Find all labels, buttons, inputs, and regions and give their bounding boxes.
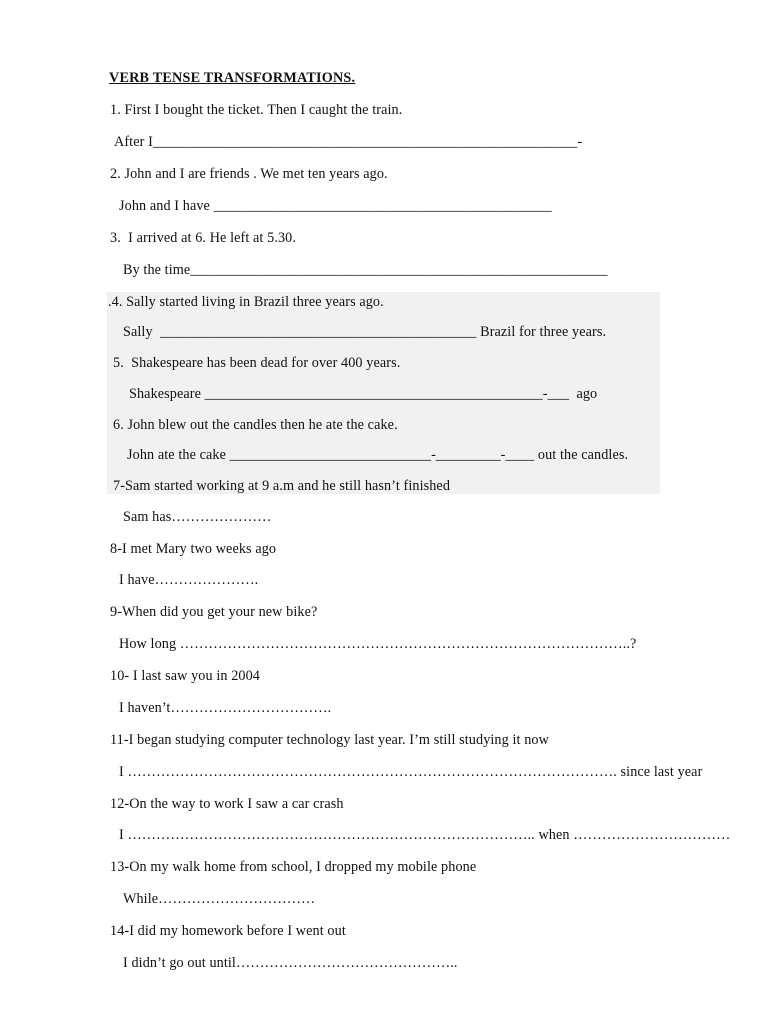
answer-line-14: I didn’t go out until……………………………………….. xyxy=(123,955,458,971)
question-4: .4. Sally started living in Brazil three years ago. xyxy=(108,294,384,310)
answer-line-6: John ate the cake ____________________________-_________-____ out the candles. xyxy=(127,447,629,463)
question-5: 5. Shakespeare has been dead for over 400 years. xyxy=(113,355,401,371)
question-7: 7-Sam started working at 9 a.m and he still hasn’t finished xyxy=(113,478,451,494)
answer-line-4: Sally ____________________________________________ Brazil for three years. xyxy=(123,324,607,340)
answer-line-1: After I___________________________________________________________- xyxy=(114,134,583,150)
answer-line-2: John and I have _______________________________________________ xyxy=(119,198,552,214)
question-12: 12-On the way to work I saw a car crash xyxy=(110,796,344,812)
question-10: 10- I last saw you in 2004 xyxy=(110,668,260,684)
question-6: 6. John blew out the candles then he ate the cake. xyxy=(113,417,398,433)
answer-line-10: I haven’t……………………………. xyxy=(119,700,332,716)
answer-line-11: I …………………………………………………………………………………………. since last year xyxy=(119,764,703,780)
worksheet-title: VERB TENSE TRANSFORMATIONS. xyxy=(109,70,356,86)
question-2: 2. John and I are friends . We met ten years ago. xyxy=(110,166,388,182)
answer-line-7: Sam has………………… xyxy=(123,509,272,525)
answer-line-13: While…………………………… xyxy=(123,891,316,907)
question-8: 8-I met Mary two weeks ago xyxy=(110,541,277,557)
answer-line-12: I ………………………………………………………………………….. when …………………………… xyxy=(119,827,731,843)
question-14: 14-I did my homework before I went out xyxy=(110,923,346,939)
question-13: 13-On my walk home from school, I dropped my mobile phone xyxy=(110,859,477,875)
question-1: 1. First I bought the ticket. Then I caught the train. xyxy=(110,102,403,118)
answer-line-3: By the time__________________________________________________________ xyxy=(123,262,608,278)
question-3: 3. I arrived at 6. He left at 5.30. xyxy=(110,230,297,246)
answer-line-9: How long …………………………………………………………………………………..? xyxy=(119,636,637,652)
answer-line-5: Shakespeare _______________________________________________-___ ago xyxy=(129,386,598,402)
answer-line-8: I have…………………. xyxy=(119,572,259,588)
question-11: 11-I began studying computer technology last year. I’m still studying it now xyxy=(110,732,549,748)
question-9: 9-When did you get your new bike? xyxy=(110,604,318,620)
